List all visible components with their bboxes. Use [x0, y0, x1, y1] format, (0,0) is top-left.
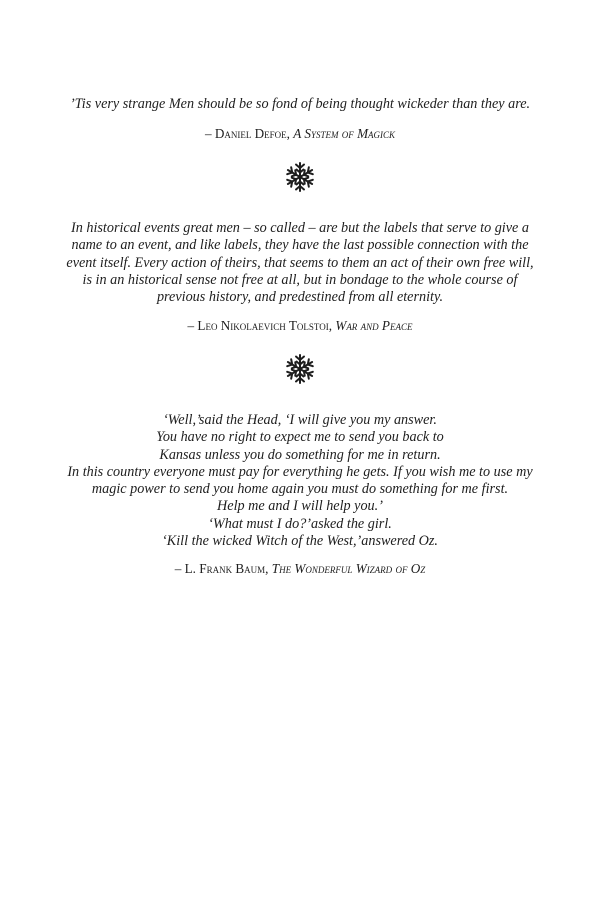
- quote-line: Help me and I will help you.’: [217, 498, 383, 515]
- quote-line: You have no right to expect me to send you back to: [156, 429, 444, 446]
- attribution-work: A System of Magick: [293, 126, 396, 141]
- attribution-dash: –: [174, 561, 185, 576]
- quote-line: ‘What must I do?’asked the girl.: [208, 515, 392, 532]
- quote-line: In this country everyone must pay for everything he gets. If you wish me to use my: [67, 463, 533, 480]
- attribution-defoe: [50, 126, 550, 142]
- quote-line: In historical events great men – so called – are but the labels that serve to give a: [71, 220, 529, 236]
- quote-line: Kansas unless you do something for me in return.: [159, 446, 441, 463]
- quote-line: ’Tis very strange Men should be so fond of being thought wickeder than they are.: [69, 96, 531, 112]
- snowflake-ornament-icon: [283, 160, 317, 194]
- attribution-baum: [50, 561, 550, 577]
- quote-line: ‘Kill the wicked Witch of the West,’answered Oz.: [162, 533, 438, 550]
- attribution-author: L. Frank Baum,: [184, 561, 272, 576]
- quote-line: magic power to send you home again you must do something for me first.: [91, 481, 509, 498]
- quote-line: is in an historical sense not free at all, but in bondage to the whole course of: [82, 271, 518, 288]
- attribution-tolstoi: [50, 318, 550, 334]
- attribution-work: War and Peace: [335, 318, 413, 333]
- quote-line: event itself. Every action of theirs, that seems to them an act of their own free will,: [66, 254, 534, 271]
- quote-line: ‘Well,’said the Head, ‘I will give you my answer.: [163, 412, 437, 428]
- attribution-dash: –: [204, 126, 215, 141]
- quote-baum: [50, 412, 550, 550]
- quote-line: name to an event, and like labels, they have the last possible connection with the: [71, 237, 529, 254]
- quote-tolstoi: [50, 220, 550, 306]
- attribution-author: Daniel Defoe,: [214, 126, 294, 141]
- quote-line: previous history, and predestined from all eternity.: [156, 289, 444, 306]
- quote-defoe: [50, 96, 550, 113]
- attribution-dash: –: [187, 318, 198, 333]
- attribution-author: Leo Nikolaevich Tolstoi,: [197, 318, 336, 333]
- attribution-work: The Wonderful Wizard of Oz: [271, 561, 426, 576]
- snowflake-ornament-icon: [283, 352, 317, 386]
